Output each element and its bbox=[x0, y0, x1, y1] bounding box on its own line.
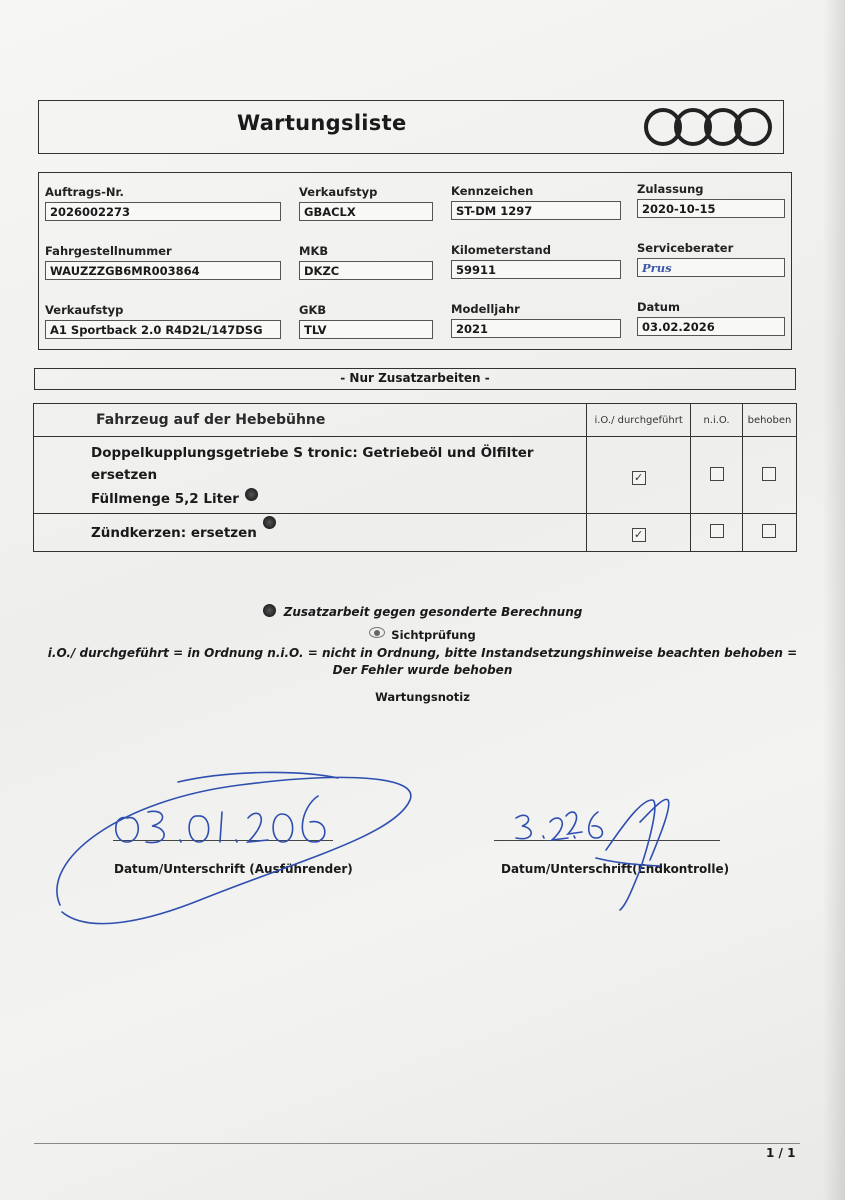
left-date-digit-0b bbox=[189, 816, 209, 842]
table-header-title: Fahrzeug auf der Hebebühne bbox=[34, 404, 587, 437]
column-header-nio: n.i.O. bbox=[691, 404, 743, 437]
modelljahr-value: 2021 bbox=[451, 319, 621, 338]
mkb-value: DKZC bbox=[299, 261, 433, 280]
serviceberater-label: Serviceberater bbox=[637, 241, 734, 255]
left-date-digit-1 bbox=[220, 812, 222, 842]
section-band: - Nur Zusatzarbeiten - bbox=[34, 368, 796, 390]
right-date-digit-6 bbox=[589, 812, 603, 838]
datum-label: Datum bbox=[637, 300, 680, 314]
legend-extra-work-text: Zusatzarbeit gegen gesonderte Berechnung bbox=[283, 605, 583, 619]
serviceberater-signature: Prus bbox=[637, 258, 785, 277]
page-number: 1 / 1 bbox=[766, 1146, 796, 1160]
left-date-digit-2 bbox=[248, 813, 268, 842]
left-signature-loop bbox=[57, 777, 411, 923]
kilometerstand-value: 59911 bbox=[451, 260, 621, 279]
right-date-digit-2 bbox=[550, 818, 568, 840]
verkaufstyp-name-value: A1 Sportback 2.0 R4D2L/147DSG bbox=[45, 320, 281, 339]
footer-rule bbox=[34, 1143, 800, 1144]
task-line-1: Doppelkupplungsgetriebe S tronic: Getriebeöl und Ölfilter ersetzen bbox=[91, 445, 534, 483]
document-title: Wartungsliste bbox=[237, 111, 407, 135]
kilometerstand-label: Kilometerstand bbox=[451, 243, 551, 257]
right-signature-stroke-2 bbox=[640, 799, 669, 860]
wartungsnotiz-heading: Wartungsnotiz bbox=[375, 690, 470, 704]
auftrags-nr-value: 2026002273 bbox=[45, 202, 281, 221]
column-header-io: i.O./ durchgeführt bbox=[587, 404, 691, 437]
right-date-digit-3 bbox=[516, 815, 531, 838]
task-line-1: Zündkerzen: ersetzen bbox=[91, 524, 257, 541]
io-checkbox-checked[interactable]: ✓ bbox=[632, 528, 646, 542]
left-date-digit-3 bbox=[146, 811, 164, 842]
verkaufstyp-code-value: GBACLX bbox=[299, 202, 433, 221]
gkb-label: GKB bbox=[299, 303, 327, 317]
zulassung-label: Zulassung bbox=[637, 182, 704, 196]
right-date-dot-2 bbox=[574, 836, 575, 838]
zulassung-value: 2020-10-15 bbox=[637, 199, 785, 218]
verkaufstyp-code-label: Verkaufstyp bbox=[299, 185, 378, 199]
kennzeichen-label: Kennzeichen bbox=[451, 184, 534, 198]
left-signature-stroke bbox=[178, 772, 338, 782]
signature-label-right: Datum/Unterschrift(Endkontrolle) bbox=[501, 862, 730, 876]
fahrgestellnummer-value: WAUZZZGB6MR003864 bbox=[45, 261, 281, 280]
gkb-value: TLV bbox=[299, 320, 433, 339]
mkb-label: MKB bbox=[299, 244, 329, 258]
datum-value: 03.02.2026 bbox=[637, 317, 785, 336]
fahrgestellnummer-label: Fahrgestellnummer bbox=[45, 244, 172, 258]
left-date-digit-0c bbox=[273, 814, 293, 842]
signature-label-left: Datum/Unterschrift (Ausführender) bbox=[114, 862, 353, 876]
column-header-behoben: behoben bbox=[742, 404, 796, 437]
right-date-digit-2b bbox=[566, 812, 582, 834]
auftrags-nr-label: Auftrags-Nr. bbox=[45, 185, 124, 199]
modelljahr-label: Modelljahr bbox=[451, 302, 520, 316]
left-date-dot-2 bbox=[236, 840, 237, 842]
io-checkbox-checked[interactable]: ✓ bbox=[632, 471, 646, 485]
verkaufstyp-name-label: Verkaufstyp bbox=[45, 303, 124, 317]
kennzeichen-value: ST-DM 1297 bbox=[451, 201, 621, 220]
legend-explanation: i.O./ durchgeführt = in Ordnung n.i.O. = nicht in Ordnung, bitte Instandsetzungshinweise beachten behoben = Der Fehler wurde behoben bbox=[47, 646, 798, 677]
right-signature-stroke bbox=[606, 800, 655, 910]
left-date-dot-1 bbox=[180, 840, 181, 842]
left-date-digit-6 bbox=[302, 796, 325, 842]
right-date-dot-1 bbox=[543, 836, 544, 838]
task-line-2: Füllmenge 5,2 Liter bbox=[91, 491, 239, 507]
legend-visual-check-text: Sichtprüfung bbox=[391, 628, 476, 642]
